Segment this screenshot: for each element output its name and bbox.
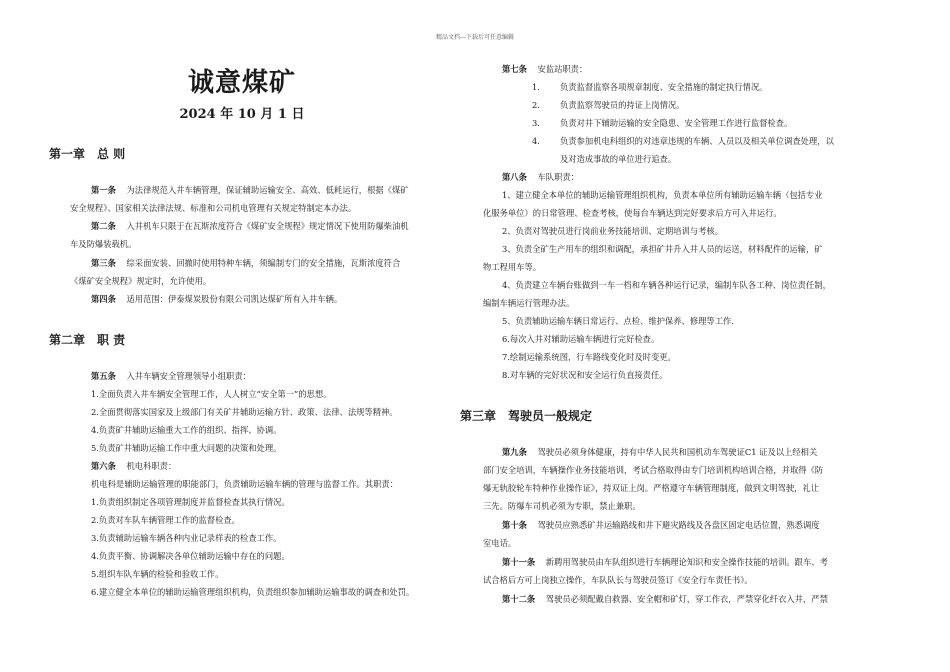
article-6-title: 机电科职责： [126, 461, 177, 471]
article-11-text-1: 新聘用驾驶员由车队组织进行车辆理论知识和安全操作技能的培训。跟车、考 [545, 557, 828, 567]
article-3-line-2: 《煤矿安全规程》规定时，允许使用。 [70, 276, 212, 286]
article-9-label: 第九条 [502, 447, 527, 457]
list-item [532, 117, 792, 129]
article-8-title: 车队职责： [537, 172, 579, 182]
list-item [532, 135, 834, 147]
article-8-text-line: 5、负责辅助运输车辆日常运行、点检、维护保养、修理等工作. [502, 316, 734, 326]
list-item-text: 负责对井下辅助运输的安全隐患、安全管理工作进行监督检查。 [560, 118, 793, 128]
article-6-line [91, 460, 176, 472]
document-date: 2024 年 10 月 1 日 [179, 107, 305, 122]
list-item: 4.负责矿井辅助运输重大工作的组织、指挥、协调。 [91, 425, 282, 435]
list-item-number: 1. [532, 82, 540, 92]
article-8-text-line: 2、负责对驾驶员进行岗前业务技能培训、定期培训与考核。 [502, 226, 723, 236]
article-12-label: 第十二条 [502, 594, 536, 604]
article-9-text-line: 爆无轨胶轮车特种作业操作证》，持双证上岗。严格遵守车辆管理制度，做到文明驾驶，礼让 [483, 483, 820, 493]
article-6-label: 第六条 [91, 461, 116, 471]
article-5-line [91, 370, 251, 382]
article-5-title: 入井车辆安全管理领导小组职责： [126, 371, 251, 381]
article-2-label: 第二条 [91, 221, 116, 231]
list-item-number: 4. [532, 136, 540, 146]
article-10-line-1 [502, 519, 820, 531]
list-item: 3.负责辅助运输车辆各种内业记录样表的检查工作。 [91, 533, 282, 543]
article-2-line-1 [91, 220, 409, 232]
chapter-3-heading: 第三章 驾驶员一般规定 [460, 409, 593, 423]
list-item-number: 2. [532, 100, 540, 110]
article-8-line [502, 171, 579, 183]
article-4-label: 第四条 [91, 294, 116, 304]
article-7-title: 安监站职责： [537, 64, 588, 74]
article-8-text-line: 6.每次入井对辅助运输车辆进行完好检查。 [502, 334, 660, 344]
article-2-line-2: 车及防爆装载机。 [70, 239, 137, 249]
document-title: 诚意煤矿 [187, 68, 296, 98]
article-3-line-1 [91, 257, 400, 269]
list-item [532, 99, 684, 111]
article-5-label: 第五条 [91, 371, 116, 381]
article-10-text-line: 室电话。 [483, 538, 517, 548]
article-7-label: 第七条 [502, 64, 527, 74]
article-4-line-1 [91, 293, 342, 305]
list-item: 4.负责平衡、协调解决各单位辅助运输中存在的问题。 [91, 551, 290, 561]
list-item: 5.负责矿井辅助运输工作中重大问题的决策和处理。 [91, 443, 282, 453]
article-1-text-1: 为法律规范入井车辆管理，保证辅助运输安全、高效、低耗运行，根据《煤矿 [126, 185, 409, 195]
article-6-intro: 机电科是辅助运输管理的职能部门，负责辅助运输车辆的管理与监督工作。其职责： [91, 479, 398, 489]
list-item: 2.负责对车队车辆管理工作的监督检查。 [91, 515, 240, 525]
list-item: 1.全面负责入井车辆安全管理工作，人人树立“安全第一”的思想。 [91, 389, 332, 399]
chapter-2-heading: 第二章 职 责 [49, 333, 126, 347]
list-item [532, 81, 767, 93]
article-8-text-line: 3、负责全矿生产用车的组织和调配，承担矿井升入井人员的运送，材料配件的运输，矿 [502, 244, 823, 254]
chapter-1-heading: 第一章 总 则 [49, 147, 126, 161]
article-11-line-1 [502, 556, 828, 568]
article-12-line-1 [502, 593, 828, 605]
article-4-text-1: 适用范围：伊泰煤炭股份有限公司凯达煤矿所有入井车辆。 [126, 294, 343, 304]
article-10-text-1: 驾驶员应熟悉矿井运输路线和井下避灾路线及各盘区固定电话位置，熟悉调度 [537, 520, 820, 530]
article-8-text-line: 编制车辆运行管理办法。 [483, 298, 575, 308]
article-11-text-line: 试合格后方可上岗独立操作，车队队长与驾驶员签订《安全行车责任书》。 [483, 575, 753, 585]
article-8-text-line: 物工程用车等。 [483, 262, 542, 272]
article-9-line-1 [502, 446, 817, 458]
article-1-label: 第一条 [91, 185, 116, 195]
article-3-label: 第三条 [91, 258, 116, 268]
article-1-line-2: 安全规程》、国家相关法律法规、标准和公司机电管理有关规定特制定本办法。 [70, 203, 357, 213]
article-8-text-line: 8.对车辆的完好状况和安全运行负直接责任。 [502, 370, 668, 380]
article-8-label: 第八条 [502, 172, 527, 182]
list-item-text: 负责监察驾驶员的持证上岗情况。 [560, 100, 685, 110]
article-10-label: 第十条 [502, 520, 527, 530]
article-12-text-1: 驾驶员必须配戴自救器、安全帽和矿灯，穿工作衣，严禁穿化纤衣入井，严禁 [545, 594, 828, 604]
article-9-text-line: 三先。防爆车司机必须为专职，禁止兼职。 [483, 501, 641, 511]
article-9-text-line: 部门安全培训，车辆操作业务技能培训，考试合格取得由专门培训机构培训合格，并取得《防 [483, 465, 824, 475]
article-8-text-line: 7.绘制运输系统图，行车路线变化时及时变更。 [502, 352, 676, 362]
list-item: 2.全面贯彻落实国家及上级部门有关矿井辅助运输方针、政策、法律、法规等精神。 [91, 407, 398, 417]
article-2-text-1: 入井机车只限于在瓦斯浓度符合《煤矿安全规程》规定情况下使用防爆柴油机 [126, 221, 409, 231]
article-1-line-1 [91, 184, 409, 196]
article-7-line [502, 63, 587, 75]
list-item-number: 3. [532, 118, 540, 128]
article-8-text-line: 4、负责建立车辆台账做到一车一档和车辆各种运行记录，编制车队各工种、岗位责任制， [502, 280, 831, 290]
article-9-text-1: 驾驶员必须身体健康，持有中华人民共和国机动车驾驶证C1 证及以上经相关 [537, 447, 818, 457]
list-item-text: 负责参加机电科组织的对违章违规的车辆、人员以及相关单位调查处理，以 [560, 136, 834, 146]
watermark: 精品文档---下载后可任意编辑 [435, 34, 515, 41]
article-11-label: 第十一条 [502, 557, 536, 567]
article-3-text-1: 综采面安装、回撤时使用特种车辆，须编制专门的安全措施，瓦斯浓度符合 [126, 258, 401, 268]
list-item: 6.建立健全本单位的辅助运输管理组织机构，负责组织参加辅助运输事故的调查和处罚。 [91, 587, 415, 597]
list-item-continuation: 及对造成事故的单位进行追查。 [560, 154, 677, 164]
article-8-text-line: 化服务单位）的日常管理、检查考核，使每台车辆达到完好要求后方可入井运行。 [483, 208, 782, 218]
list-item: 1.负责组织制定各项管理制度并监督检查其执行情况。 [91, 497, 290, 507]
article-8-text-line: 1、建立健全本单位的辅助运输管理组织机构，负责本单位所有辅助运输车辆（包括专业 [502, 190, 823, 200]
list-item-text: 负责监督监察各项规章制度、安全措施的制定执行情况。 [560, 82, 768, 92]
list-item: 5.组织车队车辆的检验和验收工作。 [91, 569, 224, 579]
